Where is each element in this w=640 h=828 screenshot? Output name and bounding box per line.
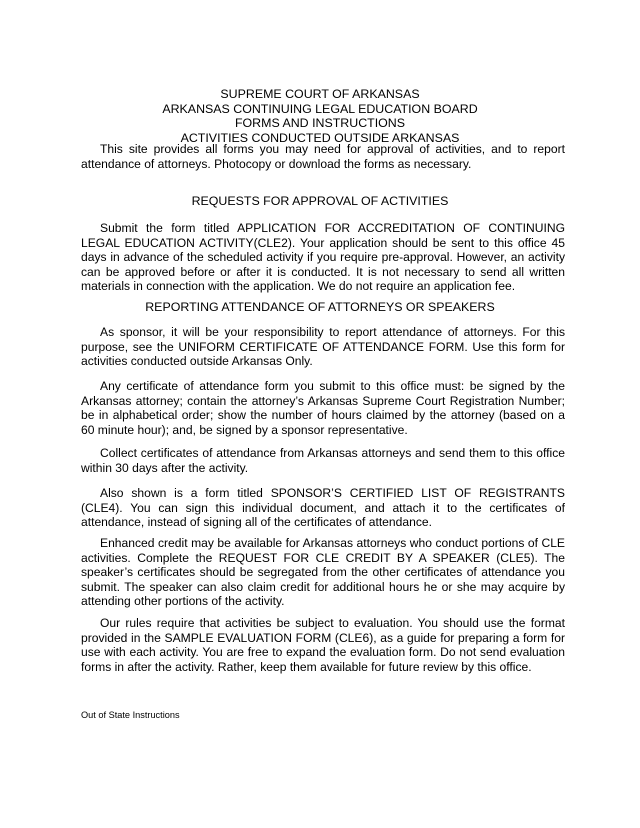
heading-board: ARKANSAS CONTINUING LEGAL EDUCATION BOARD xyxy=(162,101,478,116)
reporting-paragraph-collect: Collect certificates of attendance from Arkansas attorneys and send them to this office within 30 days after the activity. xyxy=(81,446,565,475)
requests-section-title: REQUESTS FOR APPROVAL OF ACTIVITIES xyxy=(191,194,449,208)
reporting-section-title: REPORTING ATTENDANCE OF ATTORNEYS OR SPEAKERS xyxy=(145,300,495,314)
reporting-paragraph-evaluation: Our rules require that activities be subject to evaluation. You should use the format provided in the SAMPLE EVALUATION FORM (CLE6), as a guide for preparing a form for use with each activity. You are free to expand the evaluation form. Do not send evaluation forms in after the activity. Rather, keep them available for future review by this office. xyxy=(81,616,565,674)
requests-paragraph: Submit the form titled APPLICATION FOR ACCREDITATION OF CONTINUING LEGAL EDUCATION ACTIVITY(CLE2). Your application should be sent to this office 45 days in advance of the scheduled activity if you require pre-approval. However, an activity can be approved before or after it is conducted. It is not necessary to send all written materials in connection with the application. We do not require an application fee. xyxy=(81,221,565,294)
reporting-paragraph-registrants: Also shown is a form titled SPONSOR’S CERTIFIED LIST OF REGISTRANTS (CLE4). You can sign this individual document, and attach it to the certificates of attendance, instead of signing all of the certificates of attendance. xyxy=(81,486,565,530)
page-footer: Out of State Instructions xyxy=(81,710,180,720)
heading-court: SUPREME COURT OF ARKANSAS xyxy=(220,87,420,101)
heading-forms: FORMS AND INSTRUCTIONS xyxy=(234,116,406,131)
reporting-paragraph-sponsor: As sponsor, it will be your responsibility to report attendance of attorneys. For this purpose, see the UNIFORM CERTIFICATE OF ATTENDANCE FORM. Use this form for activities conducted outside Arkansas Only. xyxy=(81,325,565,369)
reporting-paragraph-requirements: Any certificate of attendance form you submit to this office must: be signed by the Arkansas attorney; contain the attorney’s Arkansas Supreme Court Registration Number; be in alphabetical order; show the number of hours claimed by the attorney (based on a 60 minute hour); and, be signed by a sponsor representative. xyxy=(81,379,565,437)
heading-activities: ACTIVITIES CONDUCTED OUTSIDE ARKANSAS xyxy=(180,130,460,145)
document-heading xyxy=(0,87,640,145)
reporting-paragraph-speakers: Enhanced credit may be available for Arkansas attorneys who conduct portions of CLE activities. Complete the REQUEST FOR CLE CREDIT BY A SPEAKER (CLE5). The speaker’s certificates should be segregated from the other certificates of attendance you submit. The speaker can also claim credit for additional hours he or she may acquire by attending other portions of the activity. xyxy=(81,536,565,609)
intro-paragraph: This site provides all forms you may need for approval of activities, and to report attendance of attorneys. Photocopy or download the forms as necessary. xyxy=(81,142,565,171)
